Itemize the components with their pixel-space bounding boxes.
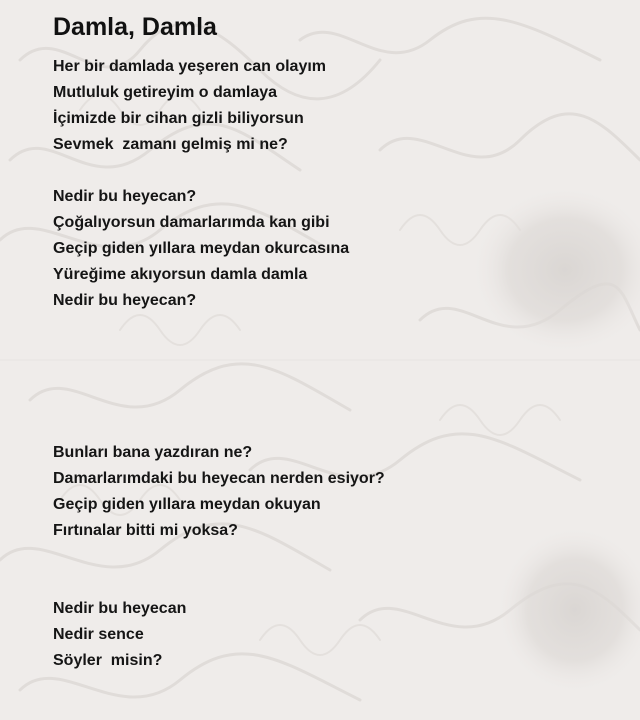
poem-line: Söyler misin?	[53, 652, 163, 669]
stanza-2	[53, 184, 613, 314]
stanza-spacer	[53, 314, 613, 440]
poem-line: Her bir damlada yeşeren can olayım	[53, 58, 327, 75]
poem-line: İçimizde bir cihan gizli biliyorsun	[53, 110, 304, 127]
poem-line: Mutluluk getireyim o damlaya	[53, 84, 278, 101]
poem-line: Geçip giden yıllara meydan okurcasına	[53, 240, 350, 257]
poem-line: Geçip giden yıllara meydan okuyan	[53, 496, 321, 513]
poem-line: Fırtınalar bitti mi yoksa?	[53, 522, 238, 539]
poem-line: Çoğalıyorsun damarlarımda kan gibi	[53, 214, 330, 231]
stanza-1	[53, 54, 613, 158]
stanza-spacer	[53, 544, 613, 596]
poem-line: Damarlarımdaki bu heyecan nerden esiyor?	[53, 470, 385, 487]
stanza-spacer	[53, 158, 613, 184]
poem-line: Sevmek zamanı gelmiş mi ne?	[53, 136, 288, 153]
poem-line: Nedir bu heyecan?	[53, 292, 197, 309]
poem-line: Nedir bu heyecan	[53, 600, 187, 617]
poem-line: Bunları bana yazdıran ne?	[53, 444, 253, 461]
poem-page	[53, 12, 613, 674]
poem-title: Damla, Damla	[53, 13, 217, 41]
stanza-3	[53, 440, 613, 544]
poem-line: Nedir sence	[53, 626, 144, 643]
poem-line: Yüreğime akıyorsun damla damla	[53, 266, 308, 283]
poem-line: Nedir bu heyecan?	[53, 188, 197, 205]
stanza-4	[53, 596, 613, 674]
